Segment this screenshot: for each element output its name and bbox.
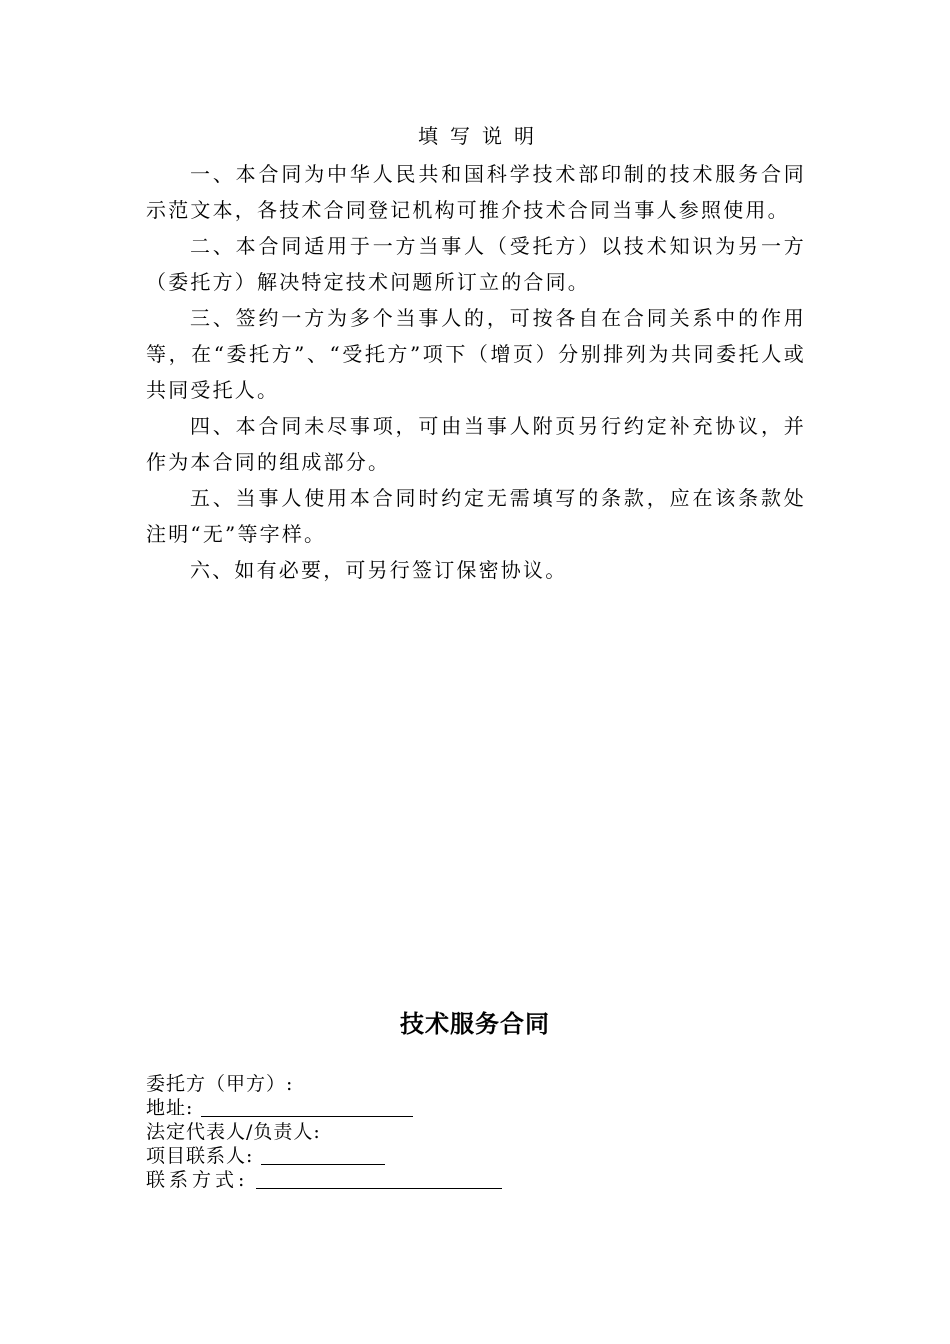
legal-rep-line: [146, 1120, 806, 1144]
project-contact-label: 项目联系人:: [146, 1145, 254, 1167]
instruction-item-4: 四、本合同未尽事项，可由当事人附页另行约定补充协议，并作为本合同的组成部分。: [146, 414, 806, 474]
instruction-item-5: 五、当事人使用本合同时约定无需填写的条款，应在该条款处注明“无”等字样。: [146, 486, 806, 546]
contact-method-line: [146, 1168, 806, 1192]
instruction-item-1: 一、本合同为中华人民共和国科学技术部印制的技术服务合同示范文本，各技术合同登记机构可推介技术合同当事人参照使用。: [146, 162, 806, 222]
contact-method-label: 联系方式:: [146, 1169, 249, 1191]
address-line: [146, 1096, 806, 1120]
address-label: 地址:: [146, 1097, 194, 1119]
client-line: [146, 1072, 806, 1096]
party-info-block: [146, 1072, 806, 1192]
instruction-item-3: 三、签约一方为多个当事人的，可按各自在合同关系中的作用等，在“委托方”、“受托方”项下（增页）分别排列为共同委托人或共同受托人。: [146, 306, 806, 402]
contact-method-blank[interactable]: [256, 1170, 502, 1189]
instructions-section: [146, 120, 806, 588]
instructions-title: 填写说明: [418, 124, 546, 148]
legal-rep-label: 法定代表人/负责人:: [146, 1121, 321, 1143]
contract-title: 技术服务合同: [400, 1009, 550, 1038]
project-contact-blank[interactable]: [261, 1146, 385, 1165]
client-label: 委托方（甲方）:: [146, 1073, 294, 1095]
address-blank[interactable]: [201, 1098, 413, 1117]
instruction-item-2: 二、本合同适用于一方当事人（受托方）以技术知识为另一方（委托方）解决特定技术问题所订立的合同。: [146, 234, 806, 294]
instruction-item-6: 六、如有必要，可另行签订保密协议。: [190, 558, 568, 582]
project-contact-line: [146, 1144, 806, 1168]
